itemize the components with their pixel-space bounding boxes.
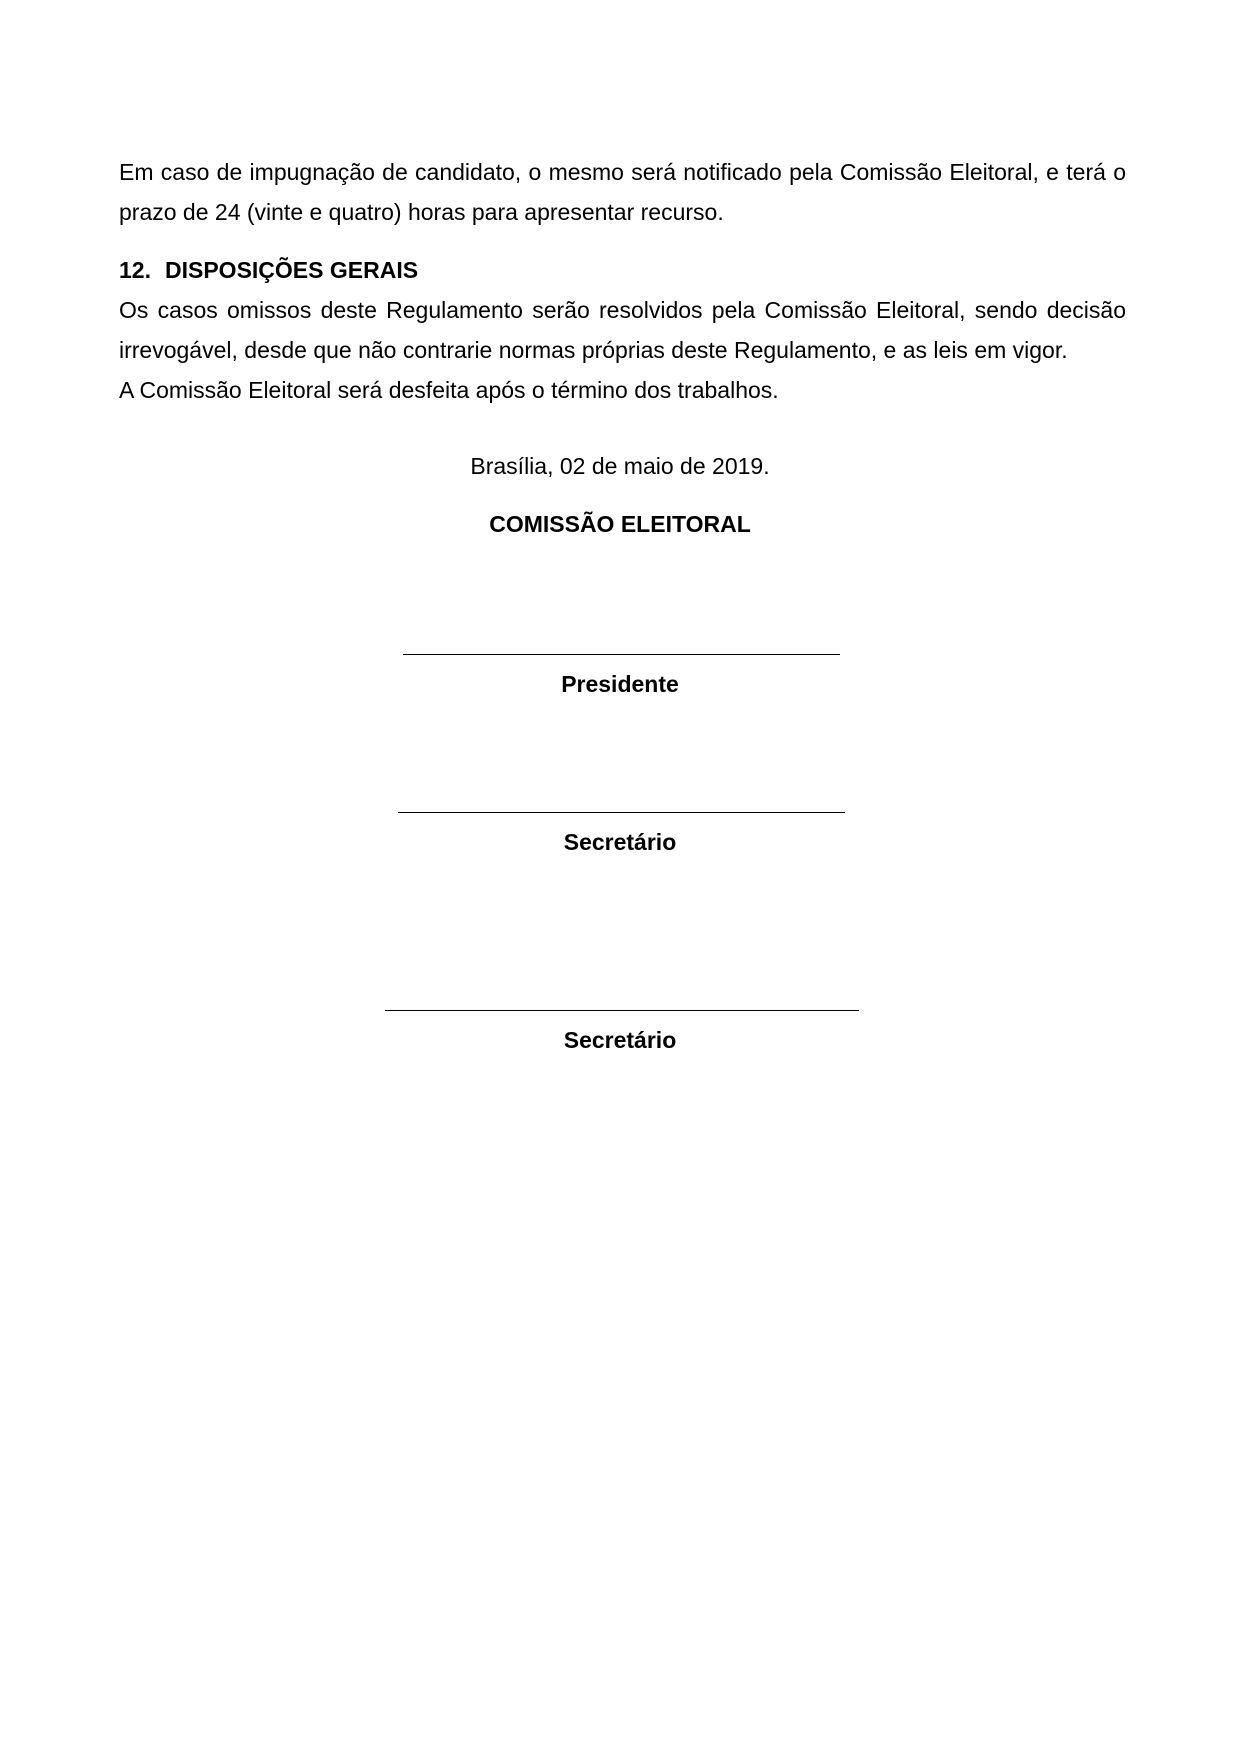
signature-line (398, 812, 845, 813)
section-heading (119, 250, 418, 290)
signing-body: COMISSÃO ELEITORAL (489, 511, 751, 537)
signature-line (403, 654, 840, 655)
paragraph-impugnacao (119, 152, 1126, 232)
signature-role-secretario: Secretário (563, 829, 677, 855)
signature-role-presidente: Presidente (561, 671, 679, 697)
section-number: 12. (119, 257, 151, 283)
signature-line (385, 1010, 859, 1011)
place-date: Brasília, 02 de maio de 2019. (470, 453, 770, 479)
paragraph-disposicoes (119, 290, 1126, 410)
signature-role-secretario: Secretário (563, 1027, 677, 1053)
section-title: DISPOSIÇÕES GERAIS (165, 257, 419, 283)
paragraph-line: Em caso de impugnação de candidato, o mesmo será notificado pela Comissão Eleitoral, e terá o (119, 159, 1126, 185)
paragraph-line: Os casos omissos deste Regulamento serão resolvidos pela Comissão Eleitoral, sendo decisão (119, 297, 1126, 323)
paragraph-line: prazo de 24 (vinte e quatro) horas para apresentar recurso. (119, 199, 724, 225)
paragraph-line: irrevogável, desde que não contrarie normas próprias deste Regulamento, e as leis em vigor. (119, 337, 1068, 363)
paragraph-line: A Comissão Eleitoral será desfeita após o término dos trabalhos. (119, 377, 779, 403)
